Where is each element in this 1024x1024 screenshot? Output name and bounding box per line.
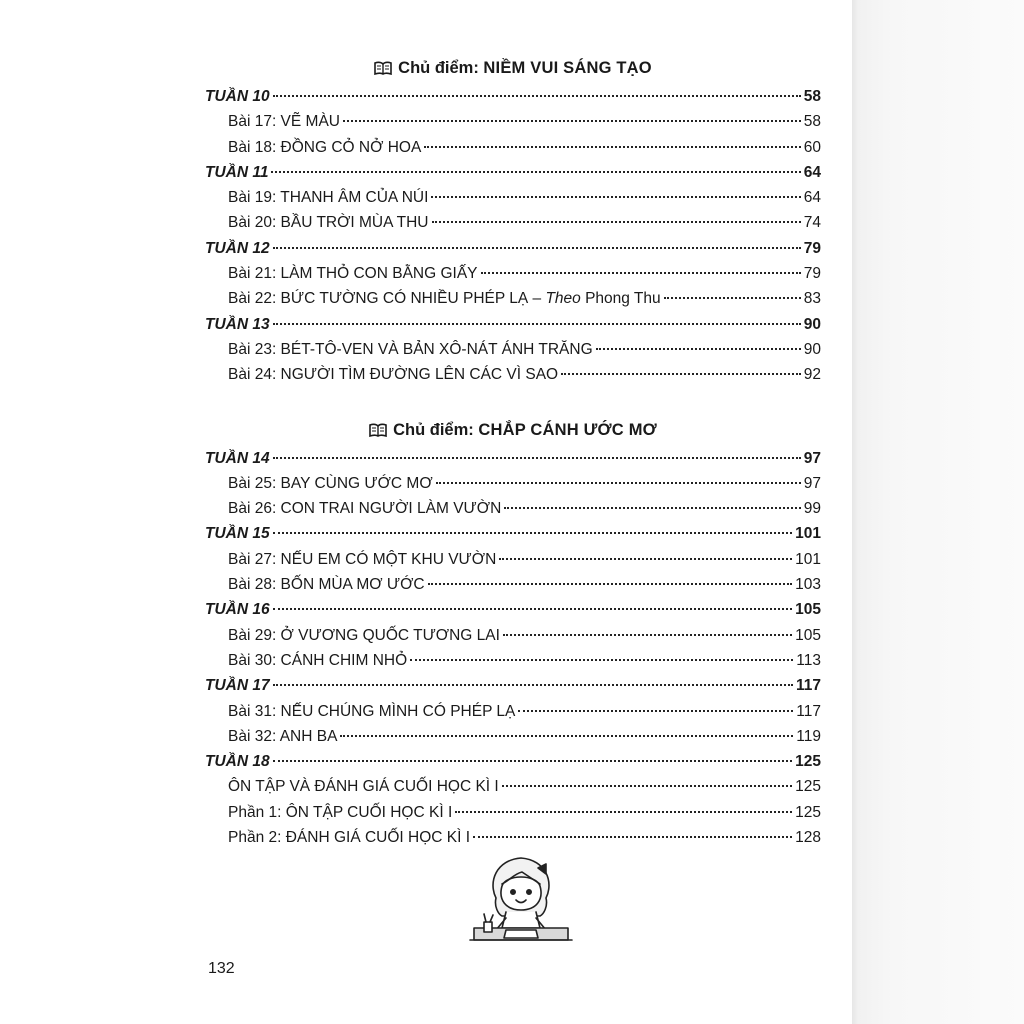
dot-leader <box>431 196 800 198</box>
entry-title: TUẦN 12 <box>205 239 270 257</box>
entry-label <box>228 699 515 724</box>
toc-lesson-row <box>205 109 821 134</box>
dot-leader <box>561 373 801 375</box>
toc-week-row <box>205 749 821 774</box>
entry-author-prefix: Theo <box>545 290 581 308</box>
entry-page-number: 90 <box>803 315 821 333</box>
dot-leader <box>424 146 800 148</box>
entry-page-number: 83 <box>803 290 821 308</box>
toc-lesson-row <box>205 774 821 799</box>
entry-page-number: 125 <box>795 803 821 821</box>
dot-leader <box>504 507 800 509</box>
entry-page-number: 113 <box>796 651 821 669</box>
entry-title: Phần 1: ÔN TẬP CUỐI HỌC KÌ I <box>228 803 453 821</box>
toc-lesson-row <box>205 261 821 286</box>
entry-title: TUẦN 16 <box>205 601 270 619</box>
toc-lesson-row <box>205 496 821 521</box>
toc-lesson-row <box>205 648 821 673</box>
toc-lesson-row <box>205 623 821 648</box>
toc-lesson-row <box>205 286 821 311</box>
entry-label <box>205 521 270 546</box>
book-icon <box>374 54 392 86</box>
entry-title: TUẦN 13 <box>205 315 270 333</box>
entry-author: Phong Thu <box>580 290 661 308</box>
entry-page-number: 60 <box>803 138 821 156</box>
toc-lesson-row <box>205 724 821 749</box>
entry-label <box>228 471 433 496</box>
entry-title: Bài 18: ĐỒNG CỎ NỞ HOA <box>228 138 422 156</box>
page-number: 132 <box>208 960 235 977</box>
entry-title: Bài 29: Ở VƯƠNG QUỐC TƯƠNG LAI <box>228 626 500 644</box>
toc-week-row <box>205 84 821 109</box>
entry-label <box>228 648 407 673</box>
entry-label <box>228 362 558 387</box>
entry-label <box>228 800 452 825</box>
entry-page-number: 117 <box>796 702 821 720</box>
entry-label <box>228 496 501 521</box>
dot-leader <box>499 558 792 560</box>
entry-page-number: 128 <box>795 829 821 847</box>
entry-page-number: 58 <box>803 88 821 105</box>
entry-page-number: 117 <box>795 677 821 695</box>
entry-label <box>205 84 270 109</box>
entry-label <box>228 825 470 850</box>
dot-leader <box>273 457 801 459</box>
entry-page-number: 64 <box>803 163 821 181</box>
entry-title: Phần 2: ĐÁNH GIÁ CUỐI HỌC KÌ I <box>228 829 471 847</box>
entry-title: TUẦN 14 <box>205 449 270 467</box>
section-heading <box>205 414 821 446</box>
entry-page-number: 125 <box>795 753 821 771</box>
dot-leader <box>473 836 792 838</box>
toc-lesson-row <box>205 210 821 235</box>
entry-title: TUẦN 17 <box>205 677 270 695</box>
toc-lesson-row <box>205 471 821 496</box>
entry-page-number: 97 <box>803 474 821 492</box>
dot-leader <box>502 785 792 787</box>
book-icon <box>369 416 387 448</box>
entry-title: Bài 30: CÁNH CHIM NHỎ <box>228 651 408 669</box>
entry-page-number: 105 <box>795 601 821 619</box>
toc-lesson-row <box>205 337 821 362</box>
section-lead: Chủ điểm: <box>393 420 474 439</box>
entry-title: Bài 25: BAY CÙNG ƯỚC MƠ <box>228 474 433 492</box>
entry-page-number: 92 <box>803 366 821 384</box>
toc-section <box>205 52 821 388</box>
toc-lesson-row <box>205 800 821 825</box>
entry-title: Bài 20: BẦU TRỜI MÙA THU <box>228 214 429 232</box>
dot-leader <box>273 608 793 610</box>
toc-lesson-row <box>205 185 821 210</box>
toc-lesson-row <box>205 362 821 387</box>
entry-label <box>205 673 270 698</box>
entry-label <box>205 160 268 185</box>
toc-week-row <box>205 446 821 471</box>
entry-page-number: 74 <box>803 214 821 232</box>
entry-page-number: 101 <box>795 525 821 543</box>
dot-leader <box>273 684 793 686</box>
dot-leader <box>273 95 801 97</box>
entry-page-number: 58 <box>803 113 821 131</box>
entry-title: Bài 21: LÀM THỎ CON BẰNG GIẤY <box>228 265 478 283</box>
entry-label <box>228 572 425 597</box>
entry-label <box>228 109 340 134</box>
entry-title: Bài 23: BÉT-TÔ-VEN VÀ BẢN XÔ-NÁT ÁNH TRĂNG <box>228 340 593 358</box>
entry-title: Bài 32: ANH BA <box>228 727 338 745</box>
entry-title: Bài 28: BỐN MÙA MƠ ƯỚC <box>228 576 425 594</box>
entry-title: TUẦN 11 <box>205 163 269 181</box>
toc-lesson-row <box>205 135 821 160</box>
section-theme: NIỀM VUI SÁNG TẠO <box>483 59 652 77</box>
entry-page-number: 119 <box>796 727 821 745</box>
entry-label <box>205 446 270 471</box>
dot-leader <box>436 482 801 484</box>
dot-leader <box>432 221 801 223</box>
entry-page-number: 101 <box>795 550 821 568</box>
entry-label <box>205 749 270 774</box>
toc-week-row <box>205 521 821 546</box>
entry-label <box>205 236 270 261</box>
entry-page-number: 64 <box>803 189 821 207</box>
table-of-contents <box>205 52 821 850</box>
entry-label <box>205 312 270 337</box>
entry-label <box>228 210 429 235</box>
entry-label <box>228 135 421 160</box>
entry-page-number: 125 <box>795 778 821 796</box>
entry-page-number: 79 <box>803 265 821 283</box>
entry-title: Bài 22: BỨC TƯỜNG CÓ NHIỀU PHÉP LẠ – <box>228 290 546 308</box>
toc-lesson-row <box>205 572 821 597</box>
entry-page-number: 99 <box>803 500 821 518</box>
toc-week-row <box>205 597 821 622</box>
entry-title: Bài 27: NẾU EM CÓ MỘT KHU VƯỜN <box>228 550 497 568</box>
dot-leader <box>273 760 793 762</box>
entry-title: Bài 19: THANH ÂM CỦA NÚI <box>228 189 429 207</box>
dot-leader <box>340 735 793 737</box>
dot-leader <box>343 120 801 122</box>
entry-title: Bài 31: NẾU CHÚNG MÌNH CÓ PHÉP LẠ <box>228 702 516 720</box>
dot-leader <box>481 272 801 274</box>
dot-leader <box>503 634 792 636</box>
toc-week-row <box>205 236 821 261</box>
entry-title: TUẦN 18 <box>205 753 270 771</box>
dot-leader <box>455 811 792 813</box>
dot-leader <box>273 247 801 249</box>
entry-label <box>228 774 499 799</box>
toc-week-row <box>205 673 821 698</box>
section-theme: CHẮP CÁNH ƯỚC MƠ <box>478 420 657 439</box>
entry-label <box>228 286 661 311</box>
entry-title: TUẦN 15 <box>205 525 270 543</box>
entry-label <box>228 724 337 749</box>
dot-leader <box>271 171 800 173</box>
entry-page-number: 105 <box>795 626 821 644</box>
dot-leader <box>596 348 801 350</box>
dot-leader <box>518 710 793 712</box>
entry-label <box>228 547 496 572</box>
page-edge-shadow <box>852 0 1024 1024</box>
section-lead: Chủ điểm: <box>398 59 479 77</box>
dot-leader <box>273 323 801 325</box>
entry-label <box>228 261 478 286</box>
entry-title: ÔN TẬP VÀ ĐÁNH GIÁ CUỐI HỌC KÌ I <box>228 778 499 796</box>
toc-lesson-row <box>205 825 821 850</box>
toc-week-row <box>205 160 821 185</box>
toc-lesson-row <box>205 699 821 724</box>
entry-page-number: 97 <box>803 449 821 467</box>
entry-page-number: 90 <box>803 340 821 358</box>
entry-label <box>228 337 593 362</box>
entry-page-number: 103 <box>795 576 821 594</box>
entry-title: Bài 24: NGƯỜI TÌM ĐƯỜNG LÊN CÁC VÌ SAO <box>228 366 559 384</box>
dot-leader <box>428 583 793 585</box>
entry-label <box>228 623 500 648</box>
entry-page-number: 79 <box>803 239 821 257</box>
entry-title: Bài 17: VẼ MÀU <box>228 113 340 131</box>
toc-lesson-row <box>205 547 821 572</box>
girl-at-desk-illustration <box>466 852 576 948</box>
dot-leader <box>664 297 801 299</box>
entry-title: TUẦN 10 <box>205 88 270 105</box>
dot-leader <box>273 532 793 534</box>
toc-week-row <box>205 312 821 337</box>
toc-section <box>205 414 821 851</box>
entry-label <box>205 597 270 622</box>
entry-label <box>228 185 428 210</box>
entry-title: Bài 26: CON TRAI NGƯỜI LÀM VƯỜN <box>228 500 502 518</box>
section-heading <box>205 52 821 84</box>
dot-leader <box>410 659 793 661</box>
